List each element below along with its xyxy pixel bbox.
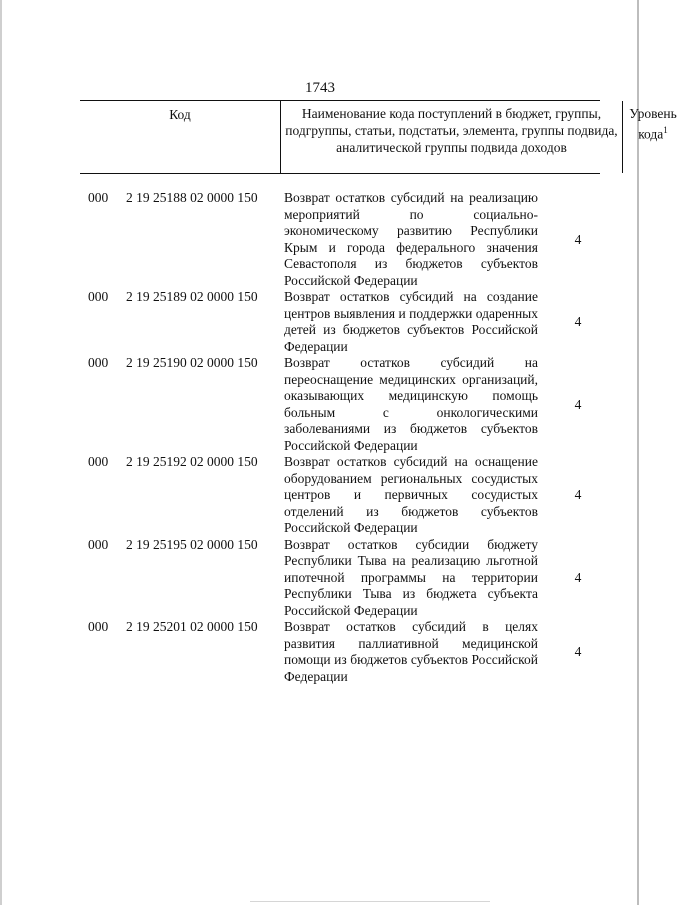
row-level: 4: [574, 396, 582, 412]
row-admin-code: 000: [88, 289, 109, 304]
header-kod: Код: [169, 107, 191, 122]
page-edge-bottom: [250, 901, 490, 902]
row-description: Возврат остатков субсидии бюджету Республики Тыва на реализацию льготной ипотечной программы на территории Республики Тыва из бюджета субъекта Российской Федерации: [284, 536, 538, 618]
table-header: [80, 100, 677, 174]
row-budget-code: 2 19 25190 02 0000 150: [126, 355, 258, 370]
table-row: [88, 454, 608, 537]
page-edge-left: [0, 0, 2, 905]
row-level: 4: [574, 643, 582, 659]
row-admin-code: 000: [88, 190, 109, 205]
row-admin-code: 000: [88, 619, 109, 634]
table-row: [88, 619, 608, 685]
table-row: [88, 190, 608, 289]
row-level: 4: [574, 487, 582, 502]
row-description: Возврат остатков субсидий в целях развития паллиативной медицинской помощи из бюджетов субъектов Российской Федерации: [284, 619, 538, 684]
header-level-label: Уровень кода: [629, 106, 677, 142]
row-level: 4: [574, 313, 582, 329]
row-budget-code: 2 19 25195 02 0000 150: [126, 536, 258, 552]
row-description: Возврат остатков субсидий на оснащение оборудованием региональных сосудистых центров и первичных сосудистых отделений из бюджетов субъектов Российской Федерации: [284, 454, 538, 535]
row-level: 4: [574, 231, 582, 247]
row-description: Возврат остатков субсидий на реализацию мероприятий по социально-экономическому развитию Республики Крым и города федерального значения Севастополя из бюджетов субъектов Российской Федерации: [284, 190, 538, 288]
table-body: [88, 190, 608, 685]
row-admin-code: 000: [88, 454, 109, 469]
row-admin-code: 000: [88, 355, 109, 370]
table-row: [88, 355, 608, 454]
table-row: [88, 537, 608, 620]
row-budget-code: 2 19 25188 02 0000 150: [126, 190, 258, 205]
header-level-footnote: 1: [663, 125, 668, 135]
table-row: [88, 289, 608, 355]
row-budget-code: 2 19 25192 02 0000 150: [126, 454, 258, 469]
header-name: Наименование кода поступлений в бюджет, группы, подгруппы, статьи, подстатьи, элемента, группы подвида, аналитической группы подвида доходов: [280, 101, 623, 173]
row-budget-code: 2 19 25189 02 0000 150: [126, 289, 258, 304]
row-level: 4: [574, 569, 582, 585]
row-description: Возврат остатков субсидий на переоснащение медицинских организаций, оказывающих медицинскую помощь больным с онкологическими заболеваниями из бюджетов субъектов Российской Федерации: [284, 355, 538, 453]
row-description: Возврат остатков субсидий на создание центров выявления и поддержки одаренных детей из бюджетов субъектов Российской Федерации: [284, 289, 538, 354]
row-budget-code: 2 19 25201 02 0000 150: [126, 619, 258, 634]
row-admin-code: 000: [88, 536, 109, 552]
header-level: [623, 101, 683, 173]
page-number: 1743: [305, 80, 335, 96]
